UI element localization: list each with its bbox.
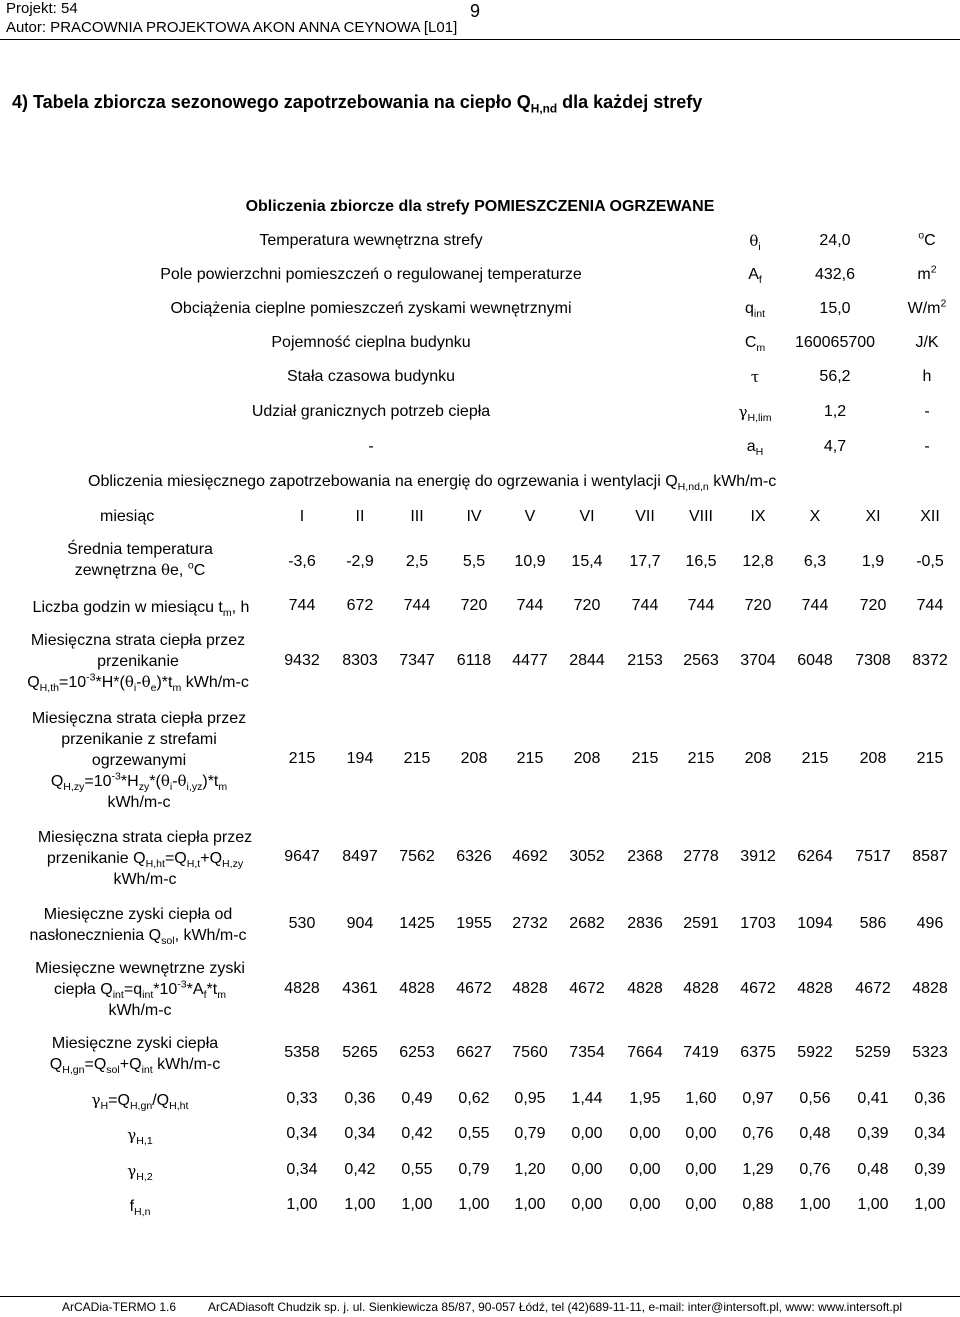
table-cell: 3912 (740, 848, 776, 865)
table-cell: 7354 (569, 1044, 605, 1061)
table-cell: 4672 (740, 980, 776, 997)
table-cell: 9432 (284, 652, 320, 669)
zone-param-value: 1,2 (823, 403, 847, 420)
table-cell: 4692 (512, 848, 548, 865)
table-cell: 8372 (912, 652, 948, 669)
zone-heading: Obliczenia zbiorcze dla strefy POMIESZCZENIA OGRZEWANE (245, 198, 715, 215)
table-cell: 17,7 (629, 553, 661, 570)
row-label: Miesięczna strata ciepła przez przenikanie $Q_{H,th}=10^{-3}*H*(\theta_i-\theta_e)*t_m$ kWh/m-c (27, 632, 249, 695)
table-cell: 904 (346, 915, 374, 932)
row-label: Miesięczne zyski ciepła od nasłonecznienia $Q_{sol}$, kWh/m-c (29, 906, 247, 948)
table-cell: 1,44 (571, 1090, 603, 1107)
table-cell: 2682 (569, 915, 605, 932)
zone-param-value: 15,0 (819, 300, 851, 317)
table-cell: 4672 (456, 980, 492, 997)
table-cell: 6,3 (803, 553, 827, 570)
table-cell: 6253 (399, 1044, 435, 1061)
zone-param-symbol: $\theta_i$ (749, 232, 761, 254)
page-title: 4) Tabela zbiorcza sezonowego zapotrzebowania na ciepło $Q_{H,nd}$ dla każdej strefy (12, 92, 703, 116)
table-cell: 1,29 (742, 1161, 774, 1178)
table-cell: 530 (288, 915, 316, 932)
table-cell: 1,00 (799, 1196, 831, 1213)
table-cell: 1,00 (286, 1196, 318, 1213)
table-cell: -2,9 (346, 553, 374, 570)
table-cell: 0,34 (914, 1125, 946, 1142)
table-cell: 0,00 (571, 1196, 603, 1213)
zone-param-symbol: $q_{int}$ (744, 300, 766, 321)
table-cell: 4828 (512, 980, 548, 997)
table-cell: 5358 (284, 1044, 320, 1061)
table-cell: 672 (346, 597, 374, 614)
table-cell: 720 (859, 597, 887, 614)
table-cell: 4828 (912, 980, 948, 997)
zone-param-unit: $^o$C (918, 229, 936, 249)
table-cell: 7419 (683, 1044, 719, 1061)
table-cell: 1703 (740, 915, 776, 932)
zone-param-symbol: $C_m$ (744, 334, 766, 355)
table-cell: 0,39 (914, 1161, 946, 1178)
table-cell: 0,55 (401, 1161, 433, 1178)
table-cell: 4828 (284, 980, 320, 997)
author-label: Autor: PRACOWNIA PROJEKTOWA AKON ANNA CEYNOWA [L01] (6, 19, 458, 36)
zone-param-label: Pojemność cieplna budynku (271, 334, 471, 351)
row-label: Miesięczna strata ciepła przez przenikanie $Q_{H,ht}=Q_{H,t}+Q_{H,zy}$ kWh/m-c (37, 829, 253, 888)
header-rule (0, 39, 960, 40)
table-cell: 0,34 (286, 1161, 318, 1178)
table-cell: 2563 (683, 652, 719, 669)
zone-param-symbol: τ (750, 368, 760, 386)
row-label: $\gamma_H=Q_{H,gn}/Q_{H,ht}$ (91, 1091, 189, 1113)
table-cell: 194 (346, 750, 374, 767)
table-cell: 12,8 (742, 553, 774, 570)
table-cell: 6375 (740, 1044, 776, 1061)
table-cell: 4477 (512, 652, 548, 669)
month-header: VII (635, 508, 655, 525)
zone-param-unit: - (924, 403, 930, 420)
row-label: $\gamma_{H,1}$ (127, 1126, 153, 1148)
table-cell: 7517 (855, 848, 891, 865)
row-label: $\gamma_{H,2}$ (127, 1162, 153, 1184)
table-cell: 2368 (627, 848, 663, 865)
table-cell: 2591 (683, 915, 719, 932)
table-cell: 0,34 (286, 1125, 318, 1142)
table-cell: 3704 (740, 652, 776, 669)
month-header: IV (466, 508, 482, 525)
table-cell: 0,00 (685, 1125, 717, 1142)
table-cell: 5922 (797, 1044, 833, 1061)
table-cell: 4828 (399, 980, 435, 997)
table-cell: 215 (288, 750, 316, 767)
table-cell: 0,00 (629, 1161, 661, 1178)
table-cell: -3,6 (288, 553, 316, 570)
row-label: $f_{H,n}$ (129, 1198, 151, 1219)
table-cell: 215 (687, 750, 715, 767)
table-cell: 720 (573, 597, 601, 614)
table-cell: 208 (744, 750, 772, 767)
table-cell: 0,79 (458, 1161, 490, 1178)
table-cell: 0,48 (799, 1125, 831, 1142)
month-header: XI (865, 508, 881, 525)
zone-param-unit: - (924, 438, 930, 455)
table-cell: 0,36 (344, 1090, 376, 1107)
table-cell: 1,95 (629, 1090, 661, 1107)
zone-param-label: Temperatura wewnętrzna strefy (259, 232, 483, 249)
table-cell: 744 (403, 597, 431, 614)
month-header: II (355, 508, 365, 525)
month-header: III (410, 508, 424, 525)
zone-param-label: Stała czasowa budynku (286, 368, 456, 385)
table-cell: 7308 (855, 652, 891, 669)
table-cell: 10,9 (514, 553, 546, 570)
table-cell: 0,00 (629, 1196, 661, 1213)
table-cell: 1,00 (514, 1196, 546, 1213)
table-cell: 215 (403, 750, 431, 767)
table-cell: 744 (801, 597, 829, 614)
zone-param-symbol: $a_H$ (746, 438, 764, 459)
table-cell: 1,9 (861, 553, 885, 570)
table-cell: 0,34 (344, 1125, 376, 1142)
table-cell: 2153 (627, 652, 663, 669)
zone-param-unit: $W/m^2$ (907, 297, 947, 317)
table-cell: 0,95 (514, 1090, 546, 1107)
zone-param-unit: J/K (915, 334, 939, 351)
table-cell: 1955 (456, 915, 492, 932)
page-number: 9 (470, 1, 481, 21)
row-label: Liczba godzin w miesiącu $t_m$, h (32, 599, 250, 620)
table-cell: 744 (916, 597, 944, 614)
table-cell: 0,55 (458, 1125, 490, 1142)
table-cell: 0,42 (344, 1161, 376, 1178)
zone-param-label: Udział granicznych potrzeb ciepła (251, 403, 491, 420)
table-cell: 0,48 (857, 1161, 889, 1178)
table-cell: 5259 (855, 1044, 891, 1061)
table-cell: 15,4 (571, 553, 603, 570)
table-cell: 215 (516, 750, 544, 767)
table-cell: 720 (744, 597, 772, 614)
table-cell: 7664 (627, 1044, 663, 1061)
zone-param-unit: h (922, 368, 932, 385)
row-label: Miesięczne zyski ciepła $Q_{H,gn}=Q_{sol}+Q_{int}$ kWh/m-c (49, 1035, 221, 1077)
table-cell: 4672 (855, 980, 891, 997)
month-header: X (809, 508, 821, 525)
table-cell: 8303 (342, 652, 378, 669)
table-cell: 744 (631, 597, 659, 614)
project-label: Projekt: 54 (6, 0, 78, 17)
zone-param-value: 24,0 (819, 232, 851, 249)
table-cell: 1094 (797, 915, 833, 932)
month-header: IX (750, 508, 766, 525)
table-cell: 8497 (342, 848, 378, 865)
table-cell: 720 (460, 597, 488, 614)
zone-param-symbol: $\gamma_{H,lim}$ (738, 403, 772, 425)
table-cell: 8587 (912, 848, 948, 865)
month-header-label: miesiąc (100, 508, 155, 525)
table-cell: -0,5 (916, 553, 944, 570)
zone-param-value: 4,7 (823, 438, 847, 455)
table-cell: 215 (631, 750, 659, 767)
table-cell: 1,00 (914, 1196, 946, 1213)
footer-software: ArCADia-TERMO 1.6 (62, 1300, 177, 1314)
table-cell: 0,00 (571, 1125, 603, 1142)
table-cell: 208 (460, 750, 488, 767)
zone-param-unit: $m^2$ (917, 263, 937, 283)
zone-param-label: - (368, 438, 374, 455)
table-cell: 0,62 (458, 1090, 490, 1107)
month-header: VI (579, 508, 595, 525)
table-cell: 0,76 (742, 1125, 774, 1142)
zone-param-value: 160065700 (794, 334, 876, 351)
zone-param-value: 432,6 (814, 266, 856, 283)
table-cell: 744 (288, 597, 316, 614)
table-cell: 4672 (569, 980, 605, 997)
table-cell: 215 (801, 750, 829, 767)
table-cell: 7560 (512, 1044, 548, 1061)
table-cell: 215 (916, 750, 944, 767)
row-label: Miesięczna strata ciepła przez przenikanie z strefami ogrzewanymi $Q_{H,zy}=10^{-3}*H_{zy}*(\theta_i-\theta_{i,yz})*t_m$ kWh/m-c (31, 710, 247, 811)
table-cell: 4828 (683, 980, 719, 997)
zone-param-value: 56,2 (819, 368, 851, 385)
table-cell: 0,97 (742, 1090, 774, 1107)
table-cell: 0,76 (799, 1161, 831, 1178)
footer-company: ArCADiasoft Chudzik sp. j. ul. Sienkiewicza 85/87, 90-057 Łódź, tel (42)689-11-11, e-mail: inter@intersoft.pl, www: www.intersoft.pl (208, 1300, 903, 1314)
table-cell: 5265 (342, 1044, 378, 1061)
table-cell: 0,79 (514, 1125, 546, 1142)
table-cell: 3052 (569, 848, 605, 865)
table-cell: 7347 (399, 652, 435, 669)
table-cell: 0,88 (742, 1196, 774, 1213)
table-cell: 2,5 (405, 553, 429, 570)
table-cell: 1,00 (458, 1196, 490, 1213)
table-cell: 744 (687, 597, 715, 614)
table-cell: 586 (859, 915, 887, 932)
table-cell: 6048 (797, 652, 833, 669)
zone-param-symbol: $A_f$ (748, 266, 762, 287)
table-cell: 0,56 (799, 1090, 831, 1107)
table-cell: 2778 (683, 848, 719, 865)
table-cell: 208 (859, 750, 887, 767)
table-cell: 208 (573, 750, 601, 767)
table-cell: 2732 (512, 915, 548, 932)
month-header: VIII (688, 508, 713, 525)
row-label: Średnia temperatura zewnętrzna θe, $^o$C (67, 541, 213, 579)
table-cell: 1,60 (685, 1090, 717, 1107)
row-label: Miesięczne wewnętrzne zyski ciepła $Q_{int}=q_{int}*10^{-3}*A_f*t_m$ kWh/m-c (35, 960, 245, 1019)
table-cell: 496 (916, 915, 944, 932)
month-header: I (299, 508, 305, 525)
table-cell: 9647 (284, 848, 320, 865)
table-cell: 1,00 (857, 1196, 889, 1213)
footer-rule (0, 1296, 960, 1297)
monthly-heading: Obliczenia miesięcznego zapotrzebowania na energię do ogrzewania i wentylacji $Q_{H,nd,n}$ kWh/m-c (88, 473, 777, 494)
table-cell: 6118 (456, 652, 492, 669)
zone-param-label: Pole powierzchni pomieszczeń o regulowanej temperaturze (160, 266, 582, 283)
zone-param-label: Obciążenia cieplne pomieszczeń zyskami wewnętrznymi (170, 300, 572, 317)
table-cell: 6326 (456, 848, 492, 865)
table-cell: 0,36 (914, 1090, 946, 1107)
table-cell: 4828 (797, 980, 833, 997)
table-cell: 0,00 (685, 1161, 717, 1178)
table-cell: 0,39 (857, 1125, 889, 1142)
table-cell: 0,00 (571, 1161, 603, 1178)
table-cell: 0,33 (286, 1090, 318, 1107)
table-cell: 0,00 (629, 1125, 661, 1142)
table-cell: 4361 (342, 980, 378, 997)
month-header: XII (920, 508, 940, 525)
table-cell: 1425 (399, 915, 435, 932)
table-cell: 0,41 (857, 1090, 889, 1107)
table-cell: 1,20 (514, 1161, 546, 1178)
month-header: V (524, 508, 536, 525)
table-cell: 0,49 (401, 1090, 433, 1107)
table-cell: 2836 (627, 915, 663, 932)
table-cell: 5,5 (462, 553, 486, 570)
table-cell: 0,42 (401, 1125, 433, 1142)
table-cell: 16,5 (685, 553, 717, 570)
table-cell: 5323 (912, 1044, 948, 1061)
table-cell: 7562 (399, 848, 435, 865)
table-cell: 2844 (569, 652, 605, 669)
table-cell: 1,00 (401, 1196, 433, 1213)
table-cell: 4828 (627, 980, 663, 997)
table-cell: 0,00 (685, 1196, 717, 1213)
table-cell: 1,00 (344, 1196, 376, 1213)
table-cell: 6627 (456, 1044, 492, 1061)
table-cell: 744 (516, 597, 544, 614)
table-cell: 6264 (797, 848, 833, 865)
